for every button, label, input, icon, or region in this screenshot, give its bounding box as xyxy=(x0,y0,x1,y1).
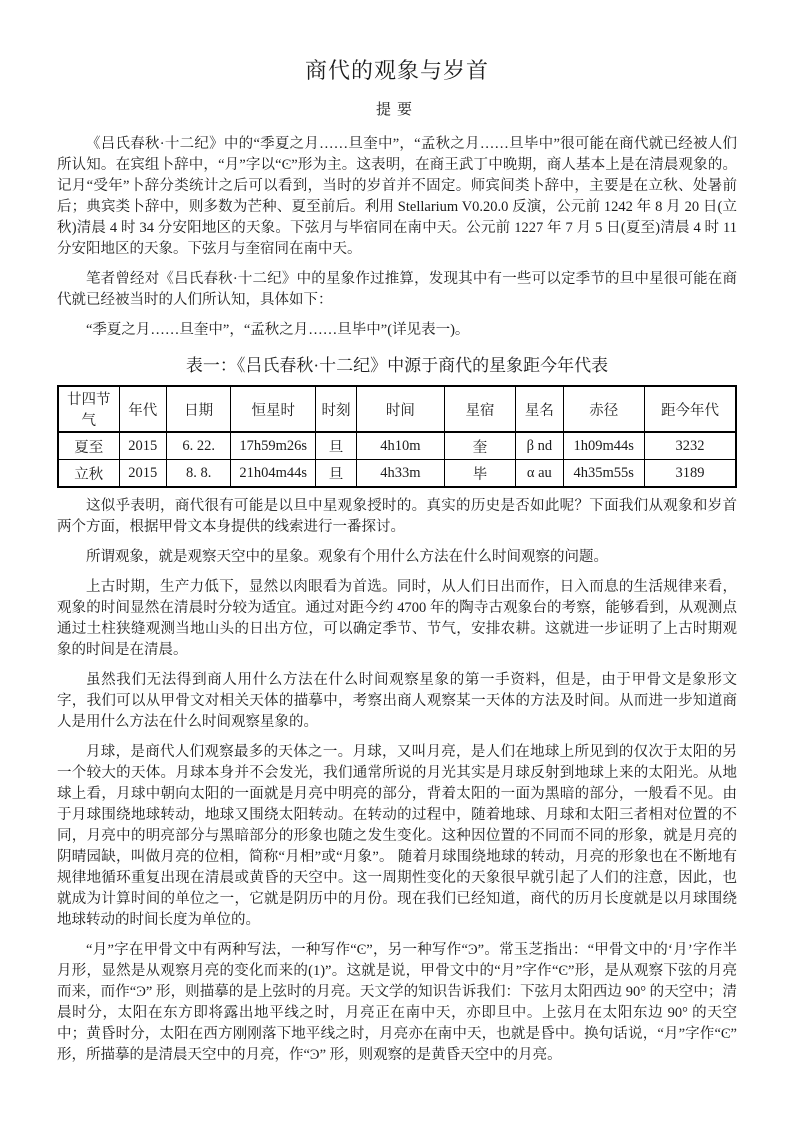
table-header-cell-date: 日期 xyxy=(166,386,230,432)
moon-glyph-paragraph: “月”字在甲骨文中有两种写法，一种写作“Ͼ”，另一种写作“Ͽ”。常玉芝指出：“甲骨文中的‘月’字作半月形，显然是从观察月亮的变化而来的(1)”。这就是说，甲骨文中的“月”字作“Ͼ”形，是从观察下弦的月亮而来，而作“Ͽ” 形，则描摹的是上弦时的月亮。天文学的知识告诉我们：下弦月太阳西边 90° 的天空中；清晨时分，太阳在东方即将露出地平线之时，月亮正在南中天，亦即旦中。上弦月在太阳东边 90° 的天空中；黄昏时分，太阳在西方刚刚落下地平线之时，月亮亦在南中天，也就是昏中。换句话说，“月”字作“Ͼ” 形，所描摹的是清晨天空中的月亮，作“Ͽ” 形，则观察的是黄昏天空中的月亮。 xyxy=(57,942,737,1063)
table-header-cell-time: 时间 xyxy=(356,386,444,432)
table-cell: 毕 xyxy=(444,460,515,488)
intro-paragraph: 笔者曾经对《吕氏春秋·十二纪》中的星象作过推算，发现其中有一些可以定季节的旦中星很可能在商代就已经被当时的人们所认知，具体如下： xyxy=(57,271,737,308)
ancient-observation-paragraph: 上古时期，生产力低下，显然以肉眼看为首选。同时，从人们日出而作，日入而息的生活规律来看，观象的时间显然在清晨时分较为适宜。通过对距今约 4700 年的陶寺古观象台的考察，能够看到，从观测点通过土柱狭缝观测当地山头的日出方位，可以确定季节、节气，安排农耕。这就进一步证明了上古时期观象的时间是在清晨。 xyxy=(57,579,737,658)
abstract-heading: 提要 xyxy=(375,102,418,118)
table-cell: 旦 xyxy=(316,432,357,460)
guanxiang-definition-paragraph: 所谓观象，就是观察天空中的星象。观象有个用什么方法在什么时间观察的问题。 xyxy=(86,549,608,565)
table-cell: 2015 xyxy=(119,460,166,488)
table-cell: 3232 xyxy=(644,432,736,460)
table-cell: 8. 8. xyxy=(166,460,230,488)
table-caption: 表一：《吕氏春秋·十二纪》中源于商代的星象距今年代表 xyxy=(185,356,609,375)
quote-paragraph: “季夏之月……旦奎中”，“孟秋之月……旦毕中”(详见表一)。 xyxy=(86,322,470,338)
table-row-liqiu xyxy=(58,460,736,488)
doc-title: 商代的观象与岁首 xyxy=(304,58,489,83)
table-header-cell-mansion: 星宿 xyxy=(444,386,515,432)
table-cell: 4h33m xyxy=(356,460,444,488)
table-cell: β nd xyxy=(516,432,563,460)
table-cell: 4h35m55s xyxy=(563,460,644,488)
table-cell: 2015 xyxy=(119,432,166,460)
table-cell: α au xyxy=(516,460,563,488)
table-header-cell-jieqi: 廿四节气 xyxy=(58,386,119,432)
table-header-row xyxy=(58,386,736,432)
table-header-cell-year: 年代 xyxy=(119,386,166,432)
table-cell: 奎 xyxy=(444,432,515,460)
table-cell: 21h04m44s xyxy=(231,460,316,488)
table-header-cell-right-ascension: 赤径 xyxy=(563,386,644,432)
table-cell: 3189 xyxy=(644,460,736,488)
table-cell: 立秋 xyxy=(58,460,119,488)
table-header-cell-moment: 时刻 xyxy=(316,386,357,432)
table-cell: 夏至 xyxy=(58,432,119,460)
table-cell: 1h09m44s xyxy=(563,432,644,460)
table-header-cell-star-name: 星名 xyxy=(516,386,563,432)
table-cell: 4h10m xyxy=(356,432,444,460)
table-cell: 6. 22. xyxy=(166,432,230,460)
star-age-table xyxy=(57,385,737,488)
table-row-xiazhi xyxy=(58,432,736,460)
discussion-paragraph: 这似乎表明，商代很有可能是以旦中星观象授时的。真实的历史是否如此呢？下面我们从观象和岁首两个方面，根据甲骨文本身提供的线索进行一番探讨。 xyxy=(57,498,737,535)
table-header-cell-sidereal-time: 恒星时 xyxy=(231,386,316,432)
table-header-cell-years-ago: 距今年代 xyxy=(644,386,736,432)
abstract-paragraph: 《吕氏春秋·十二纪》中的“季夏之月……旦奎中”，“孟秋之月……旦毕中”很可能在商代就已经被人们所认知。在宾组卜辞中，“月”字以“Ͼ”形为主。这表明，在商王武丁中晚期，商人基本上是在清晨观象的。记月“受年”卜辞分类统计之后可以看到，当时的岁首并不固定。师宾间类卜辞中，主要是在立秋、处暑前后；典宾类卜辞中，则多数为芒种、夏至前后。利用 Stellarium V0.20.0 反演，公元前 1242 年 8 月 20 日(立秋)清晨 4 时 34 分安阳地区的天象。下弦月与毕宿同在南中天。公元前 1227 年 7 月 5 日(夏至)清晨 4 时 11 分安阳地区的天象。下弦月与奎宿同在南中天。 xyxy=(57,136,737,257)
table-cell: 旦 xyxy=(316,460,357,488)
oracle-bone-method-paragraph: 虽然我们无法得到商人用什么方法在什么时间观察星象的第一手资料，但是，由于甲骨文是象形文字，我们可以从甲骨文对相关天体的描摹中，考察出商人观察某一天体的方法及时间。从而进一步知道商人是用什么方法在什么时间观察星象的。 xyxy=(57,672,737,730)
table-cell: 17h59m26s xyxy=(231,432,316,460)
moon-paragraph: 月球，是商代人们观察最多的天体之一。月球，又叫月亮，是人们在地球上所见到的仅次于太阳的另一个较大的天体。月球本身并不会发光，我们通常所说的月光其实是月球反射到地球上来的太阳光。从地球上看，月球中朝向太阳的一面就是月亮中明亮的部分，背着太阳的一面为黑暗的部分，一般看不见。由于月球围绕地球转动，地球又围绕太阳转动。在转动的过程中，随着地球、月球和太阳三者相对位置的不同，月亮中的明亮部分与黑暗部分的形象也随之发生变化。这种因位置的不同而不同的形象，就是月亮的阴晴园缺，叫做月亮的位相，简称“月相”或“月象”。 随着月球围绕地球的转动，月亮的形象也在不断地有规律地循环重复出现在清晨或黄昏的天空中。这一周期性变化的天象很早就引起了人们的注意，因此，也就成为计算时间的单位之一，它就是阴历中的月份。现在我们已经知道，商代的历月长度就是以月球围绕地球转动的时间长度为单位的。 xyxy=(57,744,737,928)
